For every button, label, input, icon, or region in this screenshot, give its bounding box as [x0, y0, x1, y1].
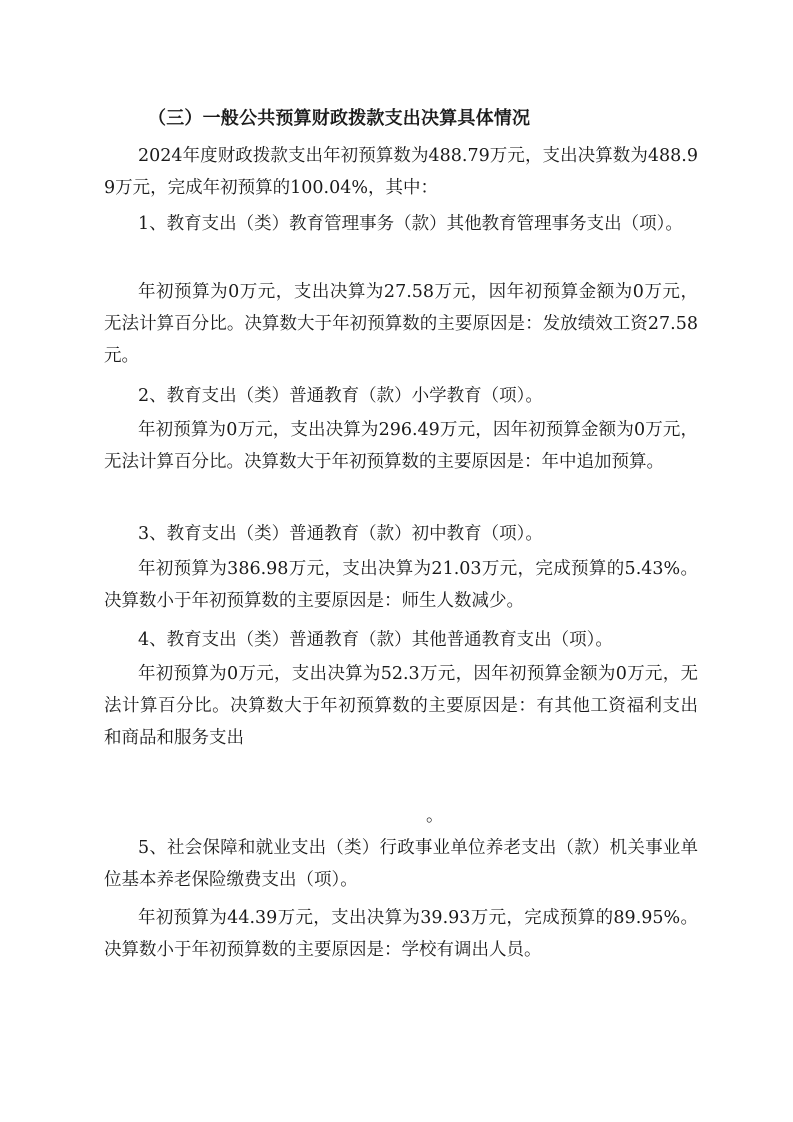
item2-body: 年初预算为0万元，支出决算为296.49万元，因年初预算金额为0万元，无法计算百分比。决算数大于年初预算数的主要原因是：年中追加预算。	[104, 420, 698, 472]
section-title: （三）一般公共预算财政拨款支出决算具体情况	[148, 108, 531, 129]
item3-title: 3、教育支出（类）普通教育（款）初中教育（项）。	[138, 524, 543, 544]
item1-body: 年初预算为0万元，支出决算为27.58万元，因年初预算金额为0万元，无法计算百分比。决算数大于年初预算数的主要原因是：发放绩效工资27.58元。	[104, 282, 698, 366]
item5-title: 5、社会保障和就业支出（类）行政事业单位养老支出（款）机关事业单位基本养老保险缴费支出（项）。	[104, 838, 698, 890]
item1-title: 1、教育支出（类）教育管理事务（款）其他教育管理事务支出（项）。	[138, 214, 683, 234]
item5-body: 年初预算为44.39万元，支出决算为39.93万元，完成预算的89.95%。决算数小于年初预算数的主要原因是：学校有调出人员。	[104, 908, 698, 960]
item3-body: 年初预算为386.98万元，支出决算为21.03万元，完成预算的5.43%。决算数小于年初预算数的主要原因是：师生人数减少。	[104, 559, 698, 611]
item4-end-punctuation: 。	[426, 806, 444, 826]
item2-title: 2、教育支出（类）普通教育（款）小学教育（项）。	[138, 386, 543, 406]
intro-paragraph: 2024年度财政拨款支出年初预算数为488.79万元，支出决算数为488.99万元，完成年初预算的100.04%，其中：	[104, 146, 698, 198]
item4-body: 年初预算为0万元，支出决算为52.3万元，因年初预算金额为0万元，无法计算百分比。决算数大于年初预算数的主要原因是：有其他工资福利支出和商品和服务支出	[104, 664, 698, 748]
item4-title: 4、教育支出（类）普通教育（款）其他普通教育支出（项）。	[138, 630, 613, 650]
